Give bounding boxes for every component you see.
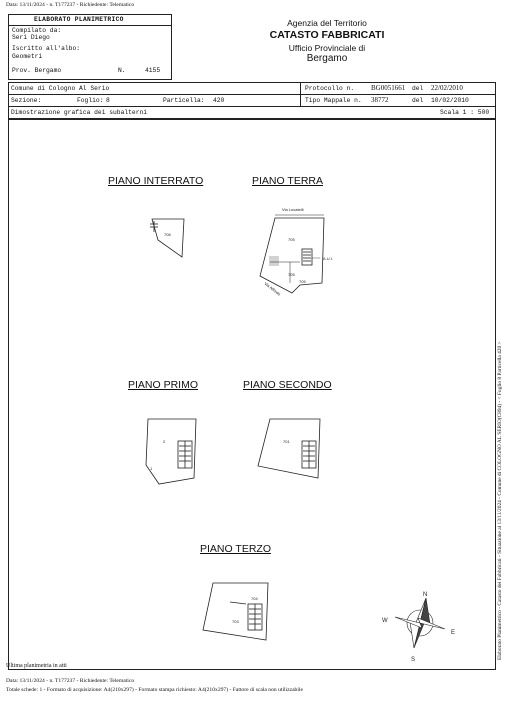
primo-sub-label: 2 (163, 439, 166, 444)
agency-line-1: Agenzia del Territorio (287, 18, 367, 28)
terra-sub-b: 705 (299, 279, 306, 284)
terzo-sub-a: 704 (251, 596, 258, 601)
compass-rose-icon (382, 592, 455, 663)
foglio-label: Foglio: (77, 97, 104, 104)
protocollo-date: 22/02/2010 (431, 84, 463, 92)
terra-street-label: Via Locatelli (282, 207, 304, 212)
compass-w: W (382, 618, 388, 624)
tipo-mappale-label: Tipo Mappale n. (305, 97, 362, 104)
tipo-mappale-value: 38772 (371, 96, 389, 104)
compass-n: N (423, 592, 428, 598)
tipo-mappale-date: 10/02/2010 (431, 97, 469, 104)
plan-secondo (258, 419, 320, 478)
protocollo-del: del (412, 85, 424, 92)
footer-totale-line: Totale schede: 1 - Formato di acquisizione: A4(210x297) - Formato stampa richiesto: A4(210x297) - Fattore di scala non utilizzabile (6, 687, 303, 693)
agency-line-2: CATASTO FABBRICATI (269, 29, 385, 41)
prov-label: Prov. Bergamo (12, 67, 62, 74)
primo-sub2-label: 1 (150, 466, 153, 471)
floor-title-terra: PIANO TERRA (252, 175, 323, 187)
particella-label: Particella: (163, 97, 205, 104)
elaborato-title: ELABORATO PLANIMETRICO (34, 16, 124, 23)
scala-text: Scala 1 : 500 (440, 109, 490, 116)
iscritto-label: Iscritto all'albo: (12, 45, 81, 52)
sezione-label: Sezione: (11, 97, 42, 104)
plan-terzo (203, 583, 268, 640)
agency-line-3: Ufficio Provinciale di (288, 43, 366, 53)
top-request-line: Data: 13/11/2024 - n. T177237 - Richiedente: Telematico (6, 2, 135, 8)
tipo-mappale-del: del (412, 97, 424, 104)
plan-terra (260, 207, 333, 297)
interrato-sub-label: 706 (164, 232, 171, 237)
dimostrazione-text: Dimostrazione grafica dei subalterni (11, 109, 148, 116)
terra-street2-label: Via Alfredo (263, 280, 282, 297)
terra-sub-main: 705 (288, 237, 295, 242)
footer-data-line: Data: 13/11/2024 - n. T177237 - Richiedente: Telematico (6, 678, 135, 684)
protocollo-label: Protocollo n. (305, 85, 355, 92)
compilato-label: Compilato da: (12, 27, 62, 34)
terra-side-label: A.U.I. (323, 256, 334, 261)
iscritto-value: Geometri (12, 53, 43, 60)
comune-text: Comune di Cologno Al Serio (11, 85, 110, 92)
terra-sub-a: 705 (288, 272, 295, 277)
plan-primo (146, 419, 196, 484)
compass-e: E (451, 630, 456, 636)
foglio-value: 8 (106, 97, 110, 104)
ultima-planimetria: Ultima planimetria in atti (6, 663, 67, 669)
secondo-sub-label: 701 (283, 439, 290, 444)
floor-title-primo: PIANO PRIMO (128, 379, 199, 391)
agency-line-4: Bergamo (306, 53, 348, 64)
side-situation-text: Elaborato Planimetrico - Catasto dei Fabbricati - Situazione al 13/11/2024 - Comune di COLOGNO AL SERIO(C894) - < Foglio 8 Particella 420 > (497, 341, 503, 660)
floor-title-interrato: PIANO INTERRATO (108, 175, 204, 187)
floor-title-secondo: PIANO SECONDO (243, 379, 332, 391)
floor-title-terzo: PIANO TERZO (200, 543, 271, 555)
n-label: N. (118, 67, 126, 74)
compilato-name: Seri Diego (12, 34, 50, 41)
plan-interrato (150, 219, 184, 257)
n-value: 4155 (145, 67, 161, 74)
particella-value: 420 (213, 97, 225, 104)
terzo-sub-b: 703 (232, 619, 239, 624)
compass-s: S (411, 657, 416, 663)
protocollo-value: BG0051661 (371, 84, 406, 92)
